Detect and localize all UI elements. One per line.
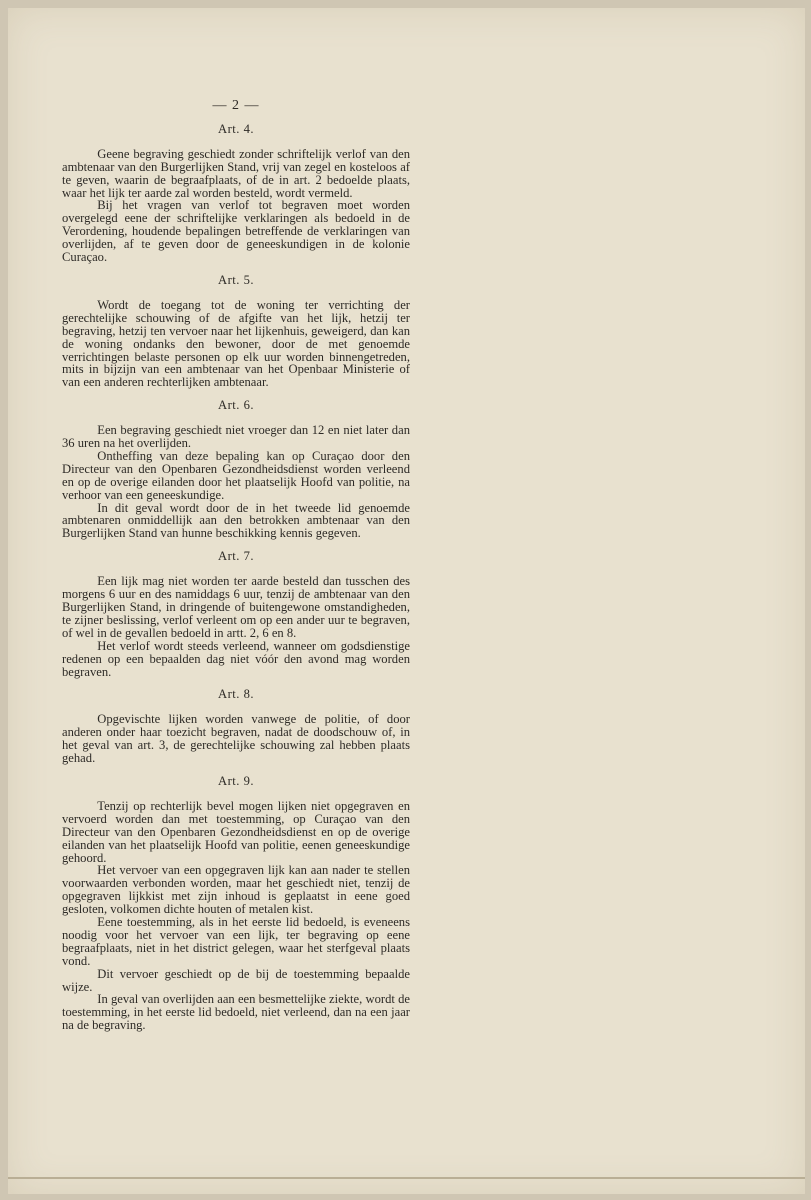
article-paragraph: Wordt de toegang tot de woning ter verrichting der gerechtelijke schouwing of de afgifte van het lijk, hetzij ter begraving, hetzij ten vervoer naar het lijkenhuis, geweigerd, dan kan de woning ondanks den bewoner, door de met genoemde verrichtingen belaste personen op elk uur worden binnengetreden, mits in bijzijn van een ambtenaar van het Openbaar Ministerie of van een anderen rechterlijken ambtenaar. bbox=[62, 297, 410, 390]
article-paragraph: Eene toestemming, als in het eerste lid bedoeld, is eveneens noodig voor het vervoer van een lijk, ter begraving op eene begraafplaats, niet in het district gelegen, waar het sterfgeval plaats vond. bbox=[62, 915, 410, 968]
article-heading: Art. 5. bbox=[217, 272, 255, 287]
article-paragraph: Een begraving geschiedt niet vroeger dan 12 en niet later dan 36 uren na het overlijden. bbox=[62, 423, 410, 451]
article-paragraph: Opgevischte lijken worden vanwege de politie, of door anderen onder haar toezicht begraven, nadat de doodschouw of, in het geval van art. 3, de gerechtelijke schouwing zal hebben plaats gehad. bbox=[62, 712, 410, 766]
article-7 bbox=[62, 550, 410, 678]
article-8 bbox=[62, 688, 410, 765]
article-paragraph: In geval van overlijden aan een besmettelijke ziekte, wordt de toestemming, in het eerste lid bedoeld, niet verleend, dan na een jaar na de begraving. bbox=[62, 992, 410, 1033]
article-9 bbox=[62, 775, 410, 1032]
page-number: — 2 — bbox=[212, 98, 260, 113]
page-fold-line bbox=[8, 1177, 805, 1179]
article-paragraph: Ontheffing van deze bepaling kan op Curaçao door den Directeur van den Openbaren Gezondheidsdienst worden verleend en op de overige eilanden door het plaatselijk Hoofd van politie, na verhoor van een geneeskundige. bbox=[62, 448, 410, 502]
article-paragraph: Het vervoer van een opgegraven lijk kan aan nader te stellen voorwaarden verbonden worden, maar het geschiedt niet, tenzij de opgegraven lijkkist met zijn inhoud is geplaatst in eene goed gesloten, volkomen dichte houten of metalen kist. bbox=[62, 863, 410, 917]
article-paragraph: Tenzij op rechterlijk bevel mogen lijken niet opgegraven en vervoerd worden dan met toestemming, op Curaçao van den Directeur van den Openbaren Gezondheidsdienst en op de overige eilanden van het plaatselijk Hoofd van politie, eenen geneeskundige gehoord. bbox=[62, 798, 410, 865]
article-paragraph: In dit geval wordt door de in het tweede lid genoemde ambtenaren onmiddellijk aan den betrokken ambtenaar van den Burgerlijken Stand van hunne beschikking kennis gegeven. bbox=[62, 500, 410, 541]
article-heading: Art. 7. bbox=[217, 549, 255, 564]
article-paragraph: Dit vervoer geschiedt op de bij de toestemming bepaalde wijze. bbox=[62, 966, 410, 994]
article-heading: Art. 4. bbox=[217, 121, 255, 136]
article-paragraph: Geene begraving geschiedt zonder schriftelijk verlof van den ambtenaar van den Burgerlijken Stand, vrij van zegel en kosteloos af te geven, waarin de begraafplaats, of de in art. 2 bedoelde plaats, waar het lijk ter aarde zal worden besteld, wordt vermeld. bbox=[62, 146, 410, 200]
article-heading: Art. 8. bbox=[217, 687, 255, 702]
document-text bbox=[62, 100, 410, 1032]
article-heading: Art. 9. bbox=[217, 773, 255, 788]
article-4 bbox=[62, 123, 410, 264]
article-paragraph: Bij het vragen van verlof tot begraven moet worden overgelegd eene der schriftelijke verklaringen als bedoeld in de Verordening, houdende bepalingen betreffende de verklaringen van overlijden, af te geven door de geneeskundigen in de kolonie Curaçao. bbox=[62, 198, 410, 265]
article-heading: Art. 6. bbox=[217, 398, 255, 413]
article-paragraph: Het verlof wordt steeds verleend, wanneer om godsdienstige redenen op een bepaalden dag niet vóór den avond mag worden begraven. bbox=[62, 638, 410, 679]
article-5 bbox=[62, 274, 410, 389]
article-6 bbox=[62, 399, 410, 540]
article-paragraph: Een lijk mag niet worden ter aarde besteld dan tusschen des morgens 6 uur en des namiddags 6 uur, tenzij de ambtenaar van den Burgerlijken Stand, in dringende of buitengewone omstandigheden, te zijner beslissing, verlof verleent om op een ander uur te begraven, of wel in de gevallen bedoeld in artt. 2, 6 en 8. bbox=[62, 574, 410, 640]
